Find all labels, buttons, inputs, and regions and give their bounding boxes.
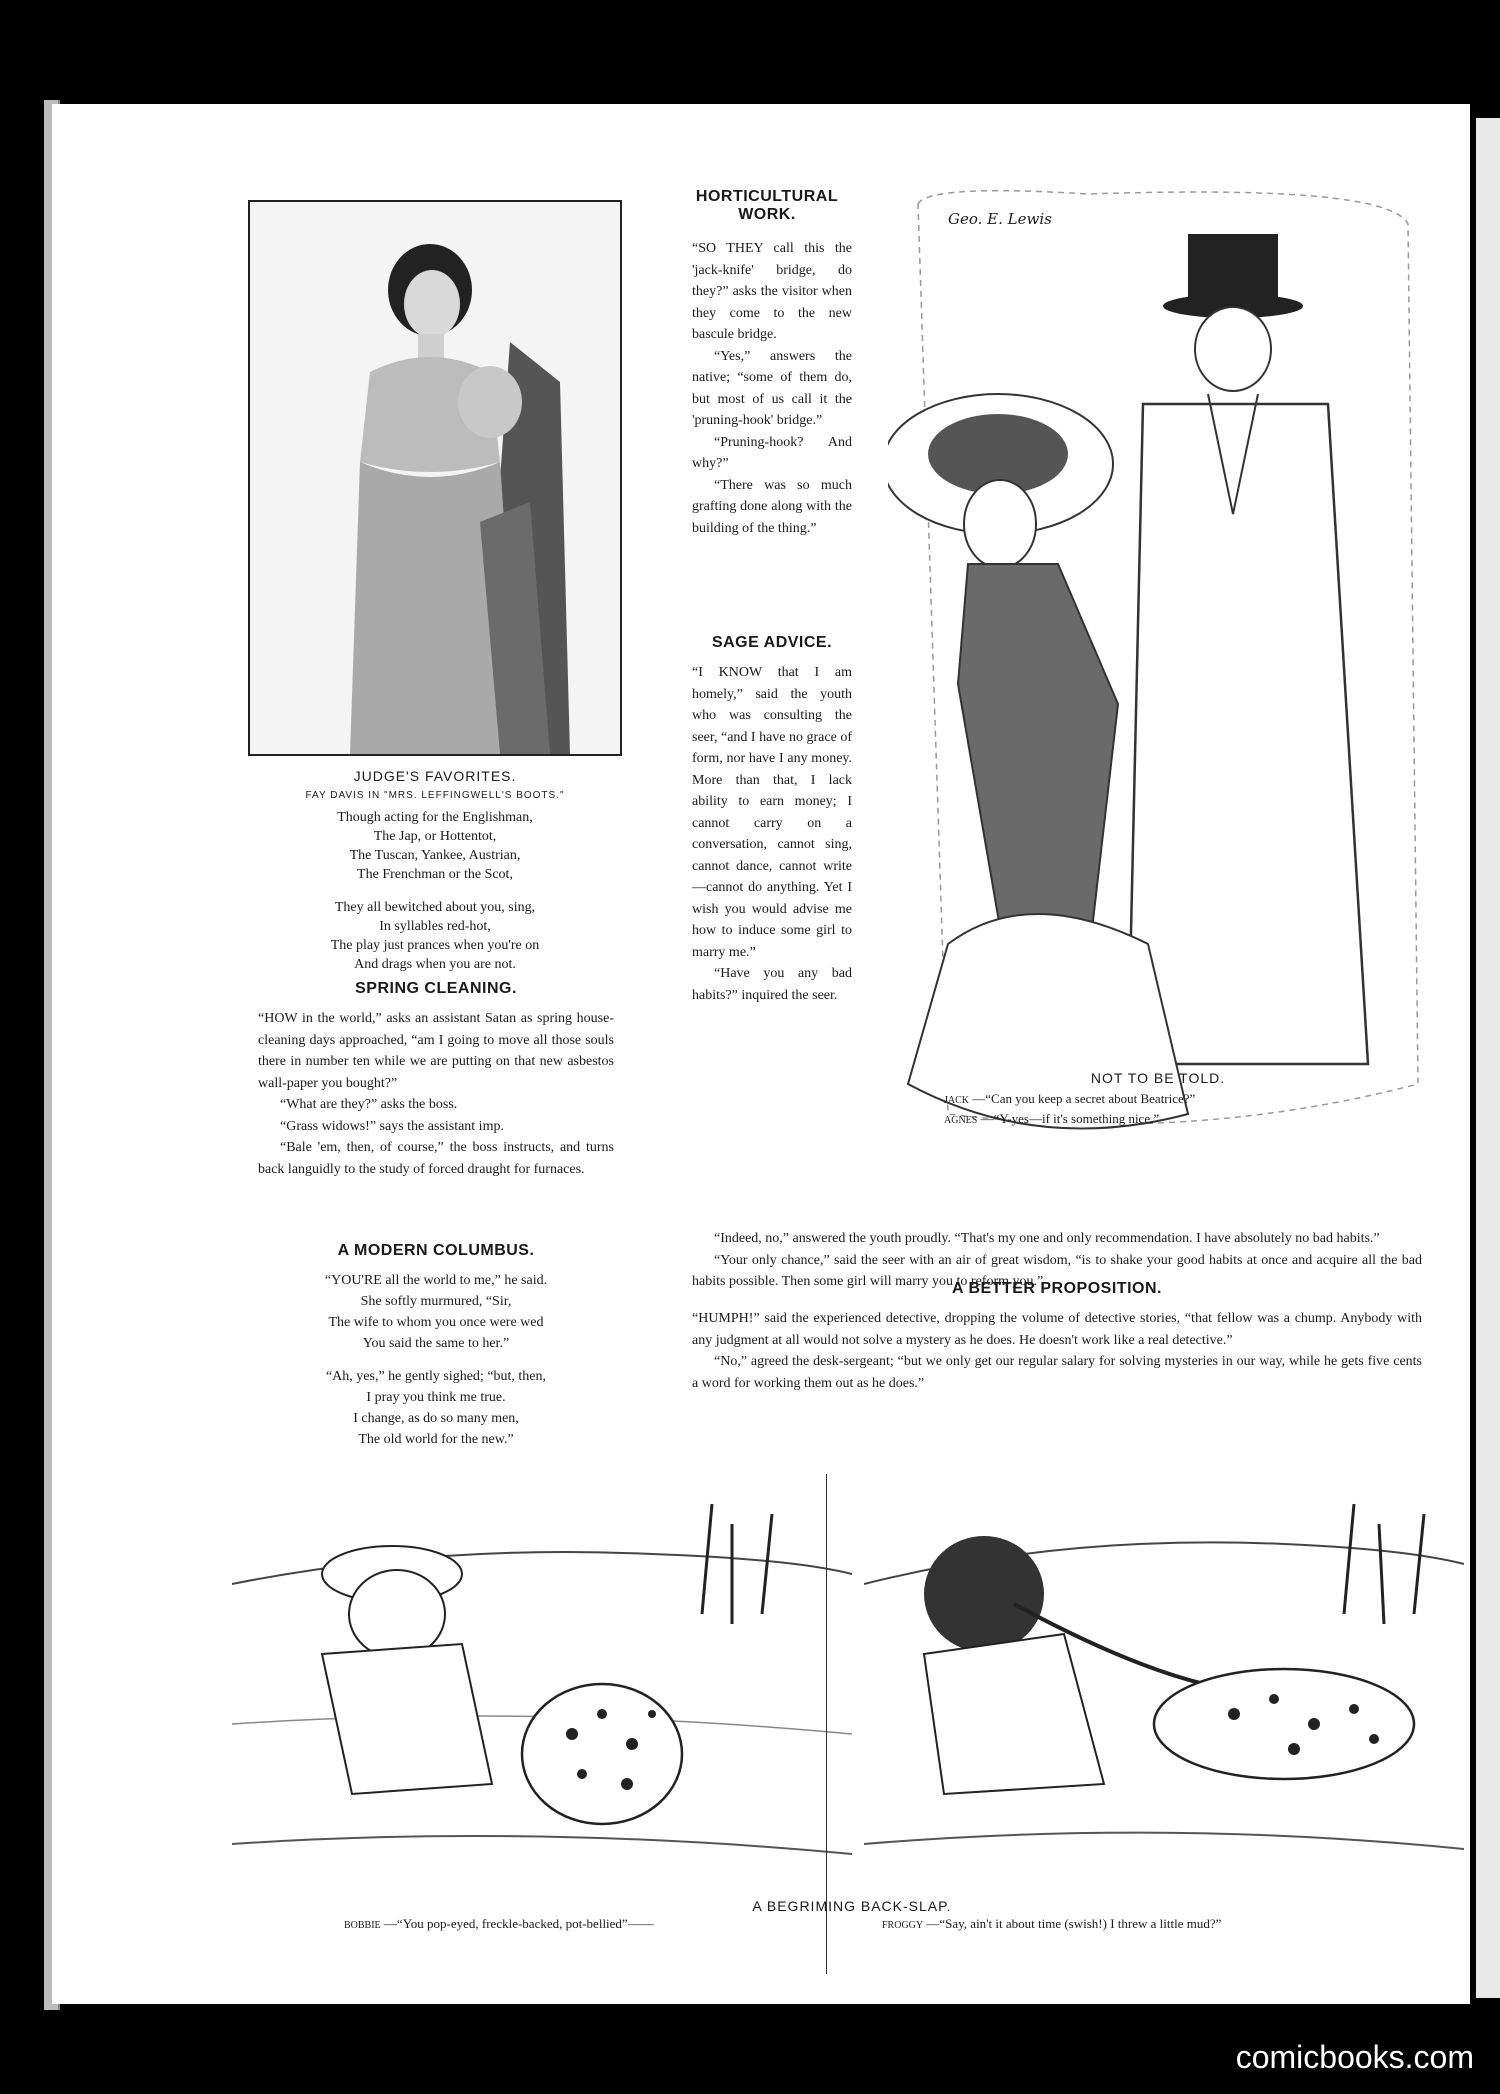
site-watermark[interactable]: comicbooks.com bbox=[1235, 2039, 1474, 2075]
cartoon-not-to-be-told bbox=[888, 184, 1428, 1164]
sage-title: SAGE ADVICE. bbox=[711, 634, 833, 651]
verse-line: The Tuscan, Yankee, Austrian, bbox=[349, 848, 521, 863]
bobbie-line: —“You pop-eyed, freckle-backed, pot-bellied”—— bbox=[383, 1916, 654, 1931]
frog-cartoon-title: A BEGRIMING BACK-SLAP. bbox=[752, 1898, 952, 1914]
verse-line: I pray you think me true. bbox=[366, 1390, 506, 1405]
froggy-line: —“Say, ain't it about time (swish!) I threw a little mud?” bbox=[926, 1916, 1222, 1931]
paragraph: “HOW in the world,” asks an assistant Satan as spring house-cleaning days approached, “am I going to move all those souls there in number ten while we are putting on that new asbestos wall-paper you bought?” bbox=[258, 1011, 614, 1091]
verse-line: “YOU'RE all the world to me,” he said. bbox=[324, 1273, 548, 1288]
horticultural-title-line1: HORTICULTURAL bbox=[695, 188, 839, 205]
horticultural-article bbox=[692, 238, 852, 539]
verse-line: “Ah, yes,” he gently sighed; “but, then, bbox=[325, 1369, 547, 1384]
speaker-froggy: FROGGY bbox=[882, 1920, 924, 1931]
sage-article-column bbox=[692, 662, 852, 1006]
artist-signature: Geo. E. Lewis bbox=[948, 210, 1052, 228]
frog-cartoon-right bbox=[864, 1464, 1464, 1884]
paragraph: “Grass widows!” says the assistant imp. bbox=[280, 1118, 504, 1134]
verse-line: The play just prances when you're on bbox=[330, 938, 540, 953]
horticultural-title-line2: WORK. bbox=[738, 206, 796, 223]
spring-title: SPRING CLEANING. bbox=[355, 980, 517, 997]
speaker-jack: JACK bbox=[944, 1095, 970, 1106]
spring-article bbox=[258, 1008, 614, 1180]
verse-line: You said the same to her.” bbox=[362, 1336, 510, 1351]
speaker-agnes: AGNES bbox=[944, 1115, 978, 1126]
verse-line: The Frenchman or the Scot, bbox=[357, 867, 513, 882]
frog-left-dialogue bbox=[344, 1916, 794, 1932]
verse-line: She softly murmured, “Sir, bbox=[360, 1294, 512, 1309]
speaker-bobbie: BOBBIE bbox=[344, 1920, 381, 1931]
photo-caption-sub: FAY DAVIS IN "MRS. LEFFINGWELL'S BOOTS." bbox=[305, 790, 565, 801]
verse-line: Though acting for the Englishman, bbox=[337, 810, 533, 825]
paragraph: “Have you any bad habits?” inquired the seer. bbox=[692, 966, 852, 1003]
paragraph: “Bale 'em, then, of course,” the boss instructs, and turns back languidly to the study of forced draught for furnaces. bbox=[258, 1140, 614, 1177]
cartoon-title: NOT TO BE TOLD. bbox=[1090, 1070, 1226, 1086]
paragraph: “Indeed, no,” answered the youth proudly. “That's my one and only recommendation. I have absolutely no bad habits.” bbox=[714, 1231, 1380, 1246]
cartoon-dialogue bbox=[944, 1090, 1424, 1130]
paragraph: “No,” agreed the desk-sergeant; “but we only get our regular salary for solving mysteries in our way, while he gets five cents a word for working them out as he does.” bbox=[692, 1354, 1422, 1391]
verse-line: The old world for the new.” bbox=[358, 1432, 514, 1447]
proposition-article bbox=[692, 1308, 1422, 1394]
columbus-title: A MODERN COLUMBUS. bbox=[337, 1242, 535, 1259]
frog-splash-illustration bbox=[864, 1464, 1464, 1864]
paragraph: “I KNOW that I am homely,” said the youth who was consulting the seer, “and I have no grace of form, nor have I any money. More than that, I lack ability to earn money; I cannot carry on a conversation, cannot sing, cannot dance, cannot write—cannot do anything. Yet I wish you would advise me how to induce some girl to marry me.” bbox=[692, 665, 852, 960]
paragraph: “Yes,” answers the native; “some of them do, but most of us call it the 'pruning-hook' bridge.” bbox=[692, 348, 852, 428]
frog-right-dialogue bbox=[882, 1916, 1442, 1932]
verse-line: The Jap, or Hottentot, bbox=[373, 829, 497, 844]
paragraph: “SO THEY call this the 'jack-knife' bridge, do they?” asks the visitor when they come to the new bascule bridge. bbox=[692, 241, 852, 342]
adjacent-page-edge bbox=[1476, 118, 1500, 1998]
verse-line: They all bewitched about you, sing, bbox=[334, 900, 536, 915]
columbus-verse bbox=[258, 1270, 614, 1450]
verse-line: I change, as do so many men, bbox=[353, 1411, 519, 1426]
paragraph: “There was so much grafting done along with the building of the thing.” bbox=[692, 477, 852, 536]
paragraph: “Pruning-hook? And why?” bbox=[692, 434, 852, 471]
favorites-verse bbox=[248, 808, 622, 974]
verse-line: In syllables red-hot, bbox=[379, 919, 491, 934]
proposition-title: A BETTER PROPOSITION. bbox=[952, 1280, 1162, 1297]
frog-cartoon-left bbox=[232, 1464, 852, 1994]
paragraph: “Your only chance,” said the seer with an air of great wisdom, “is to shake your good habits at once and acquire all the bad habits possible. Then some girl will marry you to reform you.” bbox=[692, 1252, 1422, 1289]
dialogue-line-jack bbox=[944, 1090, 1424, 1110]
portrait-photo bbox=[248, 200, 622, 756]
magazine-page bbox=[52, 104, 1470, 2004]
dialogue-line-agnes bbox=[944, 1110, 1424, 1130]
verse-line: And drags when you are not. bbox=[354, 957, 516, 972]
photo-caption-title: JUDGE'S FAVORITES. bbox=[353, 768, 517, 784]
paragraph: “HUMPH!” said the experienced detective, dropping the volume of detective stories, “that fellow was a chump. Anybody with any judgment at all would not solve a mystery as he does. He doesn't work like a real detective.” bbox=[692, 1311, 1422, 1348]
couple-illustration bbox=[888, 184, 1428, 1164]
jack-line: —“Can you keep a secret about Beatrice?” bbox=[972, 1091, 1196, 1106]
verse-line: The wife to whom you once were wed bbox=[328, 1315, 544, 1330]
paragraph: “What are they?” asks the boss. bbox=[280, 1097, 458, 1112]
horticultural-title bbox=[682, 188, 852, 224]
agnes-line: —“Y-yes—if it's something nice.” bbox=[980, 1111, 1160, 1126]
portrait-illustration bbox=[250, 202, 620, 754]
boy-and-frog-illustration bbox=[232, 1464, 852, 1864]
